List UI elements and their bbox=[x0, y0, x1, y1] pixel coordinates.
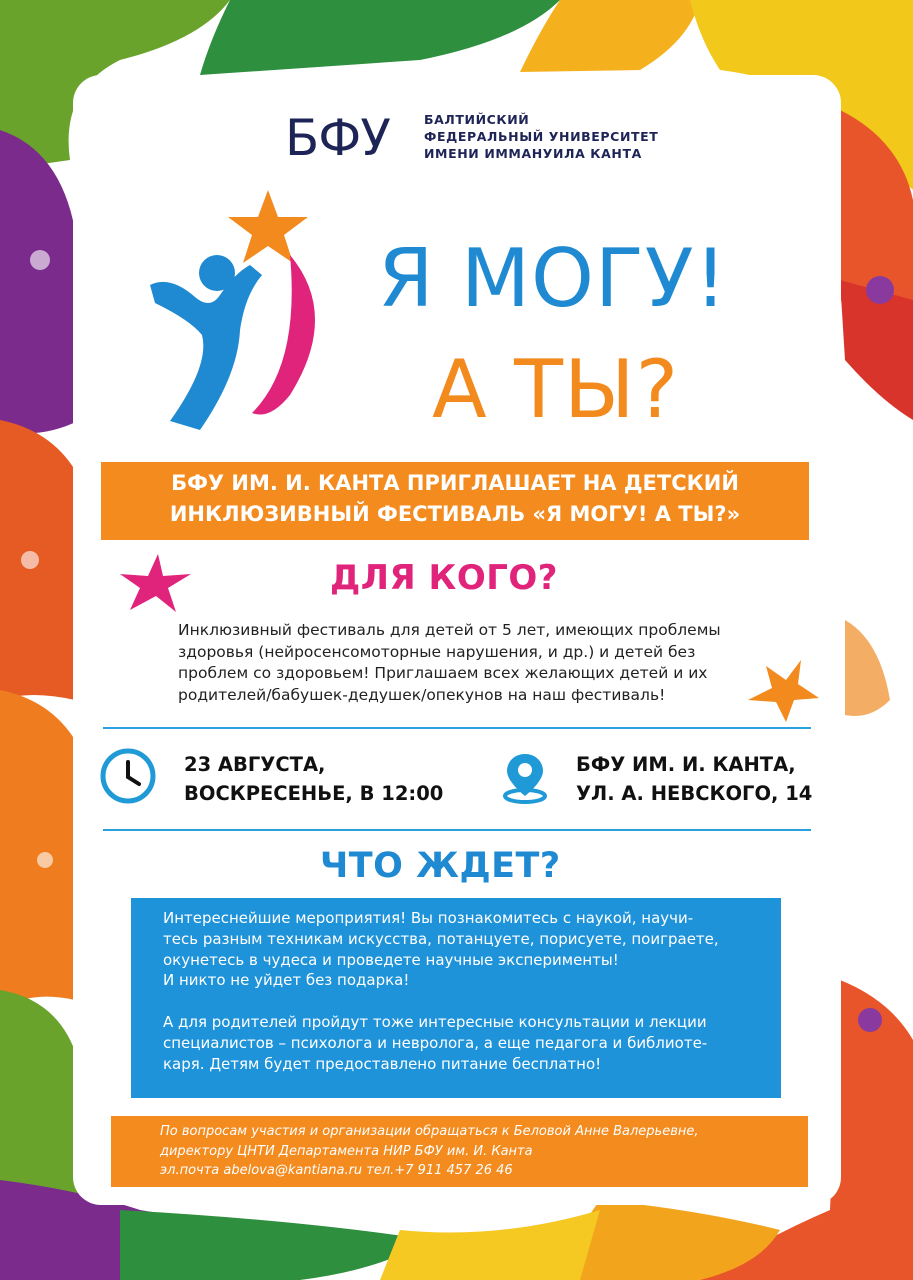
what-line-7: специалистов – психолога и невролога, а еще педагога и библиоте- bbox=[163, 1033, 708, 1052]
bfu-logo-text: БФУ bbox=[285, 109, 390, 163]
headline-line-1: Я МОГУ! bbox=[378, 232, 728, 325]
clock-icon bbox=[99, 747, 157, 805]
what-awaits-text bbox=[163, 908, 719, 1074]
university-name-line-2: ФЕДЕРАЛЬНЫЙ УНИВЕРСИТЕТ bbox=[424, 129, 659, 144]
what-line-8: каря. Детям будет предоставлено питание бесплатно! bbox=[163, 1054, 602, 1073]
what-line-6: А для родителей пройдут тоже интересные консультации и лекции bbox=[163, 1012, 707, 1031]
for-whom-line-2: здоровья (нейросенсомоторные нарушения, и др.) и детей без bbox=[178, 642, 696, 661]
divider-bottom bbox=[103, 829, 811, 831]
festival-emblem-icon bbox=[140, 185, 340, 435]
for-whom-line-1: Инклюзивный фестиваль для детей от 5 лет, имеющих проблемы bbox=[178, 621, 721, 639]
location-pin-icon bbox=[499, 750, 551, 806]
event-place-line-2: УЛ. А. НЕВСКОГО, 14 bbox=[576, 782, 813, 805]
what-line-5 bbox=[163, 991, 719, 1012]
for-whom-heading: ДЛЯ КОГО? bbox=[330, 558, 559, 598]
event-date-line-2: ВОСКРЕСЕНЬЕ, В 12:00 bbox=[184, 782, 444, 805]
contact-line-1: По вопросам участия и организации обращаться к Беловой Анне Валерьевне, bbox=[160, 1124, 699, 1139]
for-whom-line-4: родителей/бабушек-дедушек/опекунов на наш фестиваль! bbox=[178, 685, 666, 704]
event-date bbox=[184, 750, 443, 808]
what-line-2: тесь разным техникам искусства, потанцуете, порисуете, поиграете, bbox=[163, 929, 719, 948]
for-whom-line-3: проблем со здоровьем! Приглашаем всех желающих детей и их bbox=[178, 664, 708, 682]
event-place-line-1: БФУ ИМ. И. КАНТА, bbox=[576, 753, 796, 776]
university-name bbox=[424, 111, 658, 162]
pink-star-icon bbox=[118, 552, 193, 614]
headline-line-2: А ТЫ? bbox=[432, 343, 680, 436]
what-line-1: Интереснейшие мероприятия! Вы познакомитесь с наукой, научи- bbox=[163, 909, 694, 927]
bfu-logo-mark bbox=[285, 108, 405, 163]
what-awaits-heading: ЧТО ЖДЕТ? bbox=[320, 846, 561, 886]
what-line-3: окунетесь в чудеса и проведете научные эксперименты! bbox=[163, 950, 619, 969]
divider-top bbox=[103, 727, 811, 729]
invite-line-2: ИНКЛЮЗИВНЫЙ ФЕСТИВАЛЬ «Я МОГУ! А ТЫ?» bbox=[169, 502, 741, 526]
event-date-line-1: 23 АВГУСТА, bbox=[184, 753, 326, 776]
university-name-line-1: БАЛТИЙСКИЙ bbox=[424, 112, 530, 127]
what-line-4: И никто не уйдет без подарка! bbox=[163, 971, 410, 990]
event-place bbox=[576, 750, 812, 808]
invite-line-1: БФУ ИМ. И. КАНТА ПРИГЛАШАЕТ НА ДЕТСКИЙ bbox=[171, 471, 739, 495]
orange-star-icon bbox=[746, 658, 821, 724]
contact-info bbox=[160, 1122, 699, 1181]
for-whom-description bbox=[178, 620, 738, 706]
contact-line-2: директору ЦНТИ Департамента НИР БФУ им. И. Канта bbox=[160, 1143, 533, 1159]
contact-line-3[interactable]: эл.почта abelova@kantiana.ru тел.+7 911 457 26 46 bbox=[160, 1163, 513, 1178]
university-name-line-3: ИМЕНИ ИММАНУИЛА КАНТА bbox=[424, 146, 642, 161]
invite-text bbox=[101, 468, 809, 530]
